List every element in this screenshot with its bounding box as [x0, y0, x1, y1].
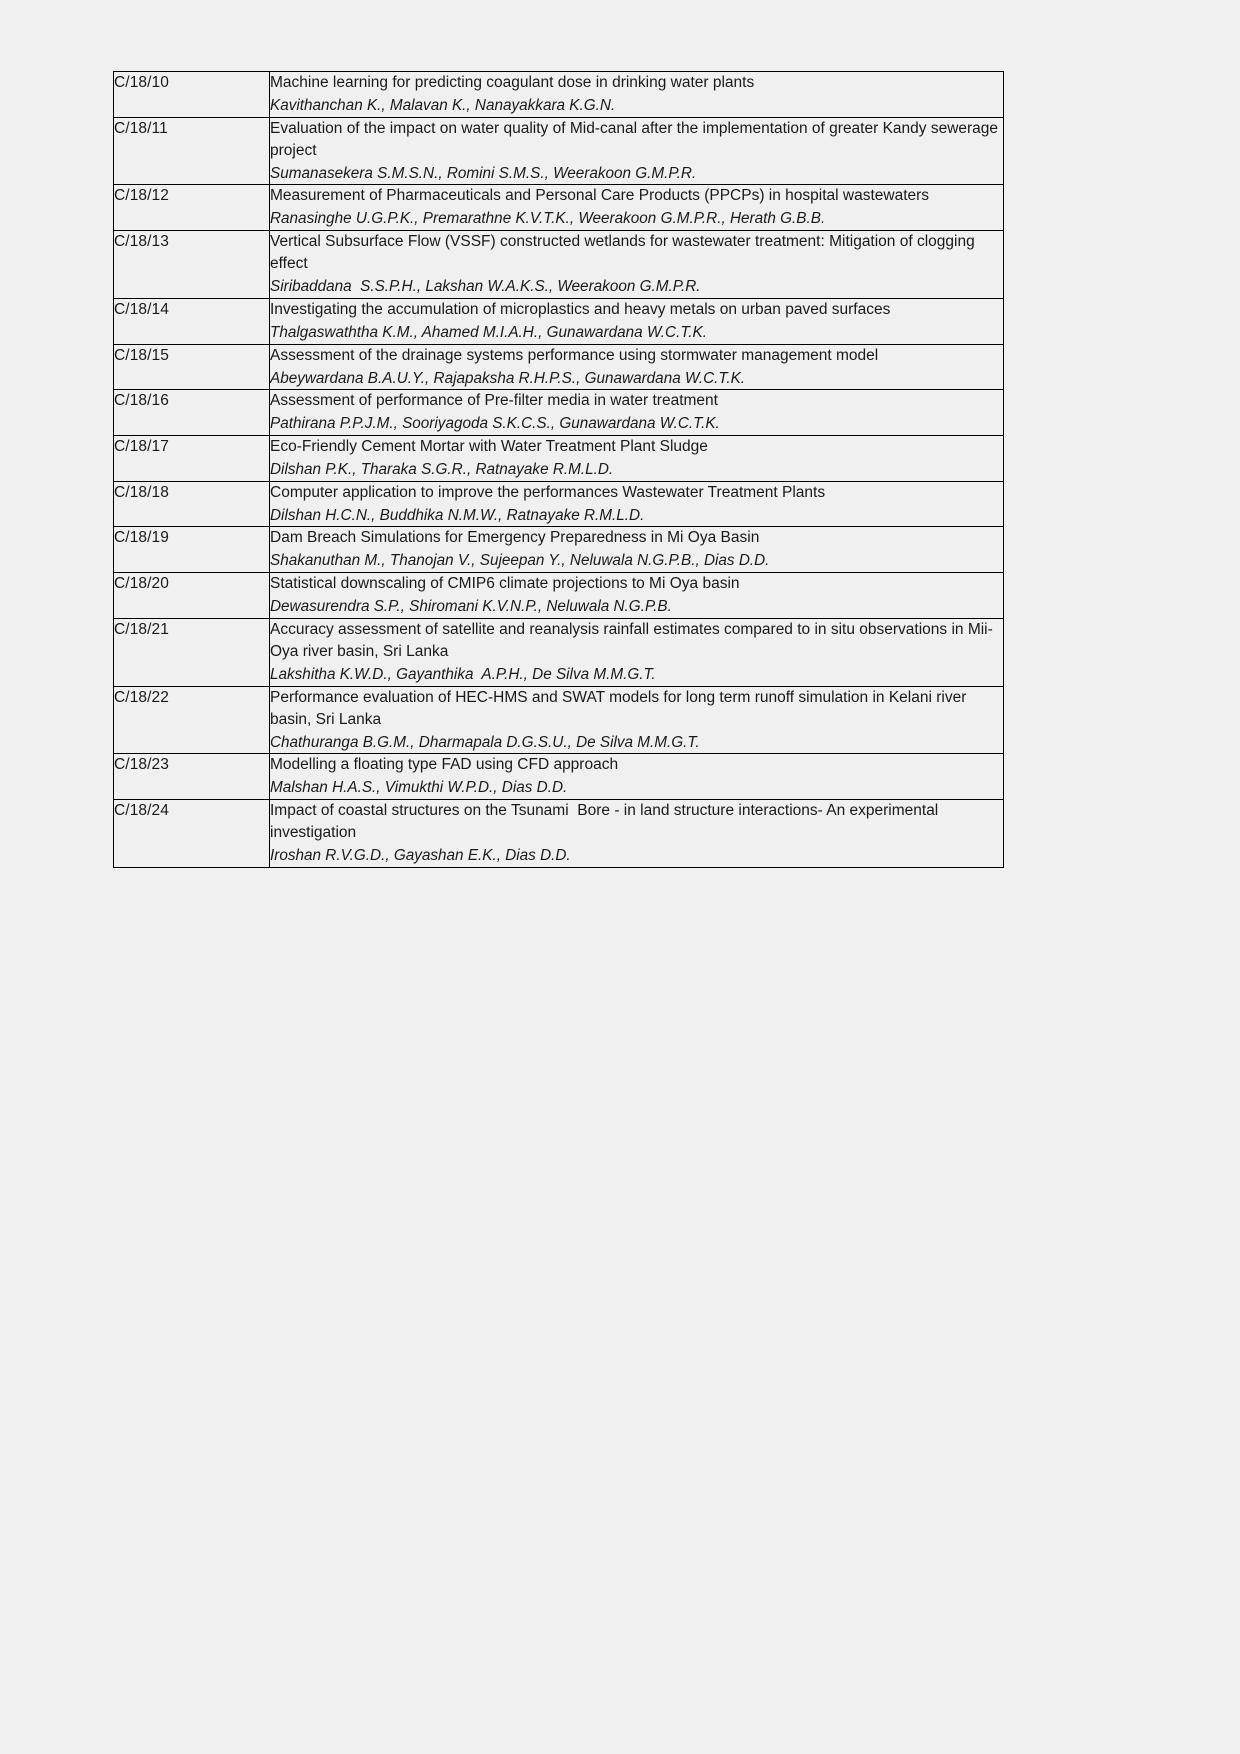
paper-code: C/18/11	[114, 119, 168, 137]
paper-title: Evaluation of the impact on water quality of Mid-canal after the implementation of greater Kandy sewerage project	[270, 119, 1003, 159]
paper-authors: Abeywardana B.A.U.Y., Rajapaksha R.H.P.S., Gunawardana W.C.T.K.	[270, 369, 746, 387]
table-row	[114, 481, 1004, 527]
paper-code: C/18/23	[114, 756, 169, 774]
paper-code: C/18/12	[114, 187, 169, 205]
paper-code-cell	[114, 436, 270, 482]
paper-code: C/18/24	[114, 802, 169, 820]
paper-details-cell	[270, 344, 1004, 390]
paper-details-cell	[270, 800, 1004, 868]
paper-details-cell	[270, 117, 1004, 185]
table-row	[114, 185, 1004, 231]
paper-authors: Pathirana P.P.J.M., Sooriyagoda S.K.C.S., Gunawardana W.C.T.K.	[270, 415, 720, 433]
paper-title: Investigating the accumulation of microplastics and heavy metals on urban paved surfaces	[270, 300, 891, 318]
paper-title: Measurement of Pharmaceuticals and Personal Care Products (PPCPs) in hospital wastewaters	[270, 187, 930, 205]
table-row	[114, 573, 1004, 619]
paper-code: C/18/13	[114, 233, 169, 251]
paper-authors: Shakanuthan M., Thanojan V., Sujeepan Y., Neluwala N.G.P.B., Dias D.D.	[270, 552, 770, 570]
paper-title: Accuracy assessment of satellite and reanalysis rainfall estimates compared to in situ observations in Mii-Oya river basin, Sri Lanka	[270, 620, 993, 660]
paper-details-cell	[270, 298, 1004, 344]
paper-details-cell	[270, 185, 1004, 231]
paper-authors: Chathuranga B.G.M., Dharmapala D.G.S.U., De Silva M.M.G.T.	[270, 733, 700, 751]
paper-title: Modelling a floating type FAD using CFD approach	[270, 756, 619, 774]
table-row	[114, 72, 1004, 118]
paper-code-cell	[114, 298, 270, 344]
paper-details-cell	[270, 436, 1004, 482]
table-row	[114, 117, 1004, 185]
paper-title: Eco-Friendly Cement Mortar with Water Treatment Plant Sludge	[270, 438, 708, 456]
paper-code: C/18/16	[114, 392, 169, 410]
paper-authors: Sumanasekera S.M.S.N., Romini S.M.S., Weerakoon G.M.P.R.	[270, 164, 697, 182]
paper-authors: Dilshan H.C.N., Buddhika N.M.W., Ratnayake R.M.L.D.	[270, 506, 645, 524]
paper-details-cell	[270, 527, 1004, 573]
paper-title: Dam Breach Simulations for Emergency Preparedness in Mi Oya Basin	[270, 529, 760, 547]
paper-code-cell	[114, 117, 270, 185]
paper-title: Machine learning for predicting coagulant dose in drinking water plants	[270, 74, 755, 91]
paper-authors: Siribaddana S.S.P.H., Lakshan W.A.K.S., Weerakoon G.M.P.R.	[270, 278, 701, 296]
proceedings-table-body	[114, 72, 1004, 868]
paper-code-cell	[114, 185, 270, 231]
paper-code-cell	[114, 481, 270, 527]
table-row	[114, 800, 1004, 868]
paper-code-cell	[114, 686, 270, 754]
table-row	[114, 754, 1004, 800]
paper-code: C/18/17	[114, 438, 169, 456]
paper-title: Impact of coastal structures on the Tsunami Bore - in land structure interactions- An experimental investigation	[270, 802, 943, 842]
paper-details-cell	[270, 686, 1004, 754]
table-row	[114, 344, 1004, 390]
paper-title: Assessment of performance of Pre-filter media in water treatment	[270, 392, 718, 410]
table-row	[114, 390, 1004, 436]
paper-code: C/18/22	[114, 688, 169, 706]
table-row	[114, 527, 1004, 573]
paper-code-cell	[114, 527, 270, 573]
table-row	[114, 618, 1004, 686]
paper-title: Assessment of the drainage systems performance using stormwater management model	[270, 346, 879, 364]
table-row	[114, 231, 1004, 299]
paper-code: C/18/21	[114, 620, 169, 638]
paper-authors: Malshan H.A.S., Vimukthi W.P.D., Dias D.D.	[270, 779, 568, 797]
paper-code-cell	[114, 72, 270, 118]
paper-authors: Dilshan P.K., Tharaka S.G.R., Ratnayake R.M.L.D.	[270, 461, 614, 479]
paper-details-cell	[270, 573, 1004, 619]
paper-code: C/18/10	[114, 74, 169, 91]
paper-title: Vertical Subsurface Flow (VSSF) constructed wetlands for wastewater treatment: Mitigation of clogging effect	[270, 233, 980, 273]
table-row	[114, 436, 1004, 482]
paper-authors: Thalgaswaththa K.M., Ahamed M.I.A.H., Gunawardana W.C.T.K.	[270, 323, 707, 341]
paper-details-cell	[270, 231, 1004, 299]
paper-code-cell	[114, 800, 270, 868]
paper-details-cell	[270, 754, 1004, 800]
proceedings-table	[113, 71, 1004, 868]
paper-authors: Ranasinghe U.G.P.K., Premarathne K.V.T.K., Weerakoon G.M.P.R., Herath G.B.B.	[270, 210, 826, 228]
paper-code-cell	[114, 754, 270, 800]
paper-title: Performance evaluation of HEC-HMS and SWAT models for long term runoff simulation in Kelani river basin, Sri Lanka	[270, 688, 971, 728]
table-row	[114, 298, 1004, 344]
table-row	[114, 686, 1004, 754]
paper-authors: Lakshitha K.W.D., Gayanthika A.P.H., De Silva M.M.G.T.	[270, 665, 656, 683]
paper-code: C/18/14	[114, 300, 169, 318]
paper-code-cell	[114, 618, 270, 686]
paper-authors: Dewasurendra S.P., Shiromani K.V.N.P., Neluwala N.G.P.B.	[270, 598, 672, 616]
paper-code-cell	[114, 344, 270, 390]
paper-title: Computer application to improve the performances Wastewater Treatment Plants	[270, 483, 826, 501]
paper-title: Statistical downscaling of CMIP6 climate projections to Mi Oya basin	[270, 575, 740, 593]
paper-authors: Kavithanchan K., Malavan K., Nanayakkara K.G.N.	[270, 97, 616, 114]
paper-code-cell	[114, 573, 270, 619]
paper-details-cell	[270, 618, 1004, 686]
paper-details-cell	[270, 481, 1004, 527]
paper-details-cell	[270, 390, 1004, 436]
paper-details-cell	[270, 72, 1004, 118]
paper-code: C/18/19	[114, 529, 169, 547]
proceedings-table-container	[113, 71, 1001, 868]
paper-code: C/18/15	[114, 346, 169, 364]
paper-code-cell	[114, 390, 270, 436]
paper-code-cell	[114, 231, 270, 299]
paper-authors: Iroshan R.V.G.D., Gayashan E.K., Dias D.D.	[270, 847, 571, 865]
paper-code: C/18/20	[114, 575, 169, 593]
paper-code: C/18/18	[114, 483, 169, 501]
